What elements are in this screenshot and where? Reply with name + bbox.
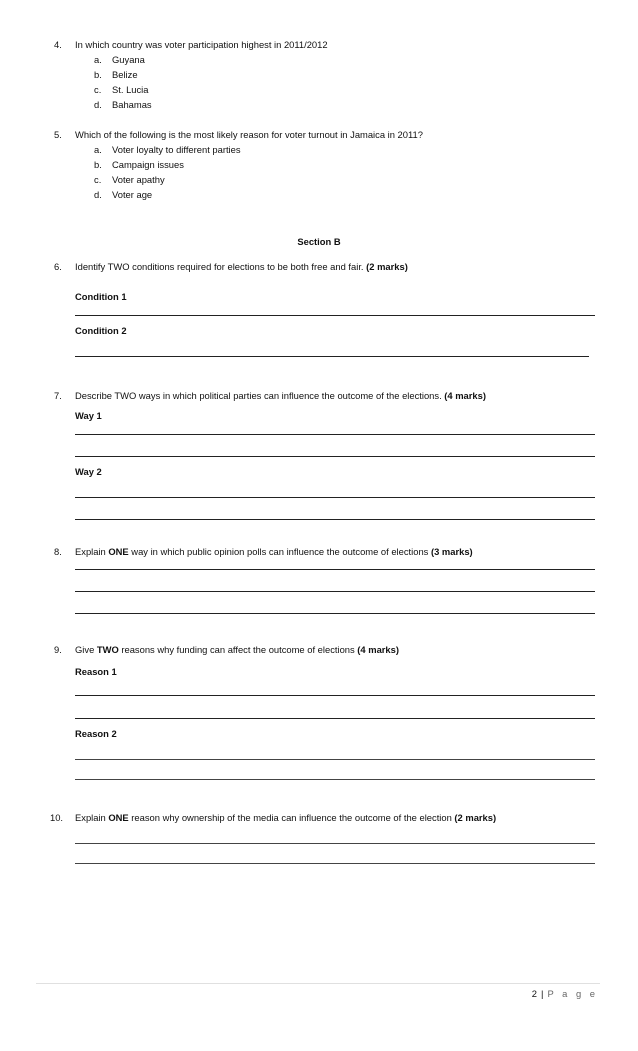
q5-option-d-letter: d. xyxy=(94,189,102,200)
footer-divider xyxy=(36,983,600,984)
section-b-heading: Section B xyxy=(297,236,341,247)
q7-prompt xyxy=(75,390,486,401)
q6-condition-1-label: Condition 1 xyxy=(75,291,127,302)
q4-option-a-letter: a. xyxy=(94,54,102,65)
q8-answer-line-1[interactable] xyxy=(75,569,595,570)
q6-number: 6. xyxy=(54,261,62,272)
q7-answer-line-2[interactable] xyxy=(75,456,595,457)
q9-emphasis: TWO xyxy=(96,644,119,655)
q4-number: 4. xyxy=(54,39,62,50)
q10-pre: Explain xyxy=(75,812,106,823)
q7-marks: (4 marks) xyxy=(444,390,486,401)
q10-text: reason why ownership of the media can influence the outcome of the election xyxy=(131,812,452,823)
q5-option-b-letter: b. xyxy=(94,159,102,170)
q7-way-1-label: Way 1 xyxy=(75,410,102,421)
q5-option-a-letter: a. xyxy=(94,144,102,155)
q8-marks: (3 marks) xyxy=(430,546,473,557)
q9-answer-line-1[interactable] xyxy=(75,695,595,696)
q9-reason-1-label: Reason 1 xyxy=(75,666,117,677)
q5-option-d: Voter age xyxy=(112,189,153,200)
q8-answer-line-2[interactable] xyxy=(75,591,595,592)
page-label: P a g e xyxy=(547,988,598,999)
q9-prompt xyxy=(75,644,399,655)
q8-pre: Explain xyxy=(75,546,106,557)
q5-text: Which of the following is the most likely reason for voter turnout in Jamaica in 2011? xyxy=(75,129,423,140)
q9-answer-line-2[interactable] xyxy=(75,718,595,719)
q6-text: Identify TWO conditions required for elections to be both free and fair. xyxy=(75,261,364,272)
q8-answer-line-3[interactable] xyxy=(75,613,595,614)
q4-option-c: St. Lucia xyxy=(112,84,149,95)
q4-option-b: Belize xyxy=(112,69,138,80)
q4-option-d-letter: d. xyxy=(94,99,102,110)
q6-answer-line-1[interactable] xyxy=(75,315,595,316)
q8-text: way in which public opinion polls can influence the outcome of elections xyxy=(131,546,429,557)
q5-option-a: Voter loyalty to different parties xyxy=(112,144,241,155)
q9-answer-line-3[interactable] xyxy=(75,759,595,760)
q9-reason-2-label: Reason 2 xyxy=(75,728,117,739)
q5-option-b: Campaign issues xyxy=(112,159,184,170)
q4-option-a: Guyana xyxy=(112,54,145,65)
q5-number: 5. xyxy=(54,129,62,140)
q9-number: 9. xyxy=(54,644,62,655)
q7-number: 7. xyxy=(54,390,62,401)
q9-answer-line-4[interactable] xyxy=(75,779,595,780)
q10-number: 10. xyxy=(50,812,64,823)
q9-pre: Give xyxy=(75,644,95,655)
q8-number: 8. xyxy=(54,546,62,557)
page-number: 2 xyxy=(531,988,538,999)
q7-answer-line-1[interactable] xyxy=(75,434,595,435)
q4-option-b-letter: b. xyxy=(94,69,102,80)
q7-text: Describe TWO ways in which political parties can influence the outcome of the elections. xyxy=(75,390,442,401)
q10-answer-line-1[interactable] xyxy=(75,843,595,844)
q4-option-c-letter: c. xyxy=(94,84,102,95)
q4-option-d: Bahamas xyxy=(112,99,152,110)
q4-text: In which country was voter participation highest in 2011/2012 xyxy=(75,39,328,50)
footer-separator: | xyxy=(541,988,544,999)
q10-marks: (2 marks) xyxy=(454,812,497,823)
q9-text: reasons why funding can affect the outcome of elections xyxy=(121,644,355,655)
q8-prompt xyxy=(75,546,473,557)
q10-emphasis: ONE xyxy=(108,812,129,823)
q6-answer-line-2[interactable] xyxy=(75,356,589,357)
q10-answer-line-2[interactable] xyxy=(75,863,595,864)
q5-option-c: Voter apathy xyxy=(112,174,165,185)
q5-option-c-letter: c. xyxy=(94,174,102,185)
q6-condition-2-label: Condition 2 xyxy=(75,325,127,336)
q10-prompt xyxy=(75,812,496,823)
q6-prompt xyxy=(75,261,408,272)
q6-marks: (2 marks) xyxy=(366,261,408,272)
page-footer xyxy=(532,988,598,999)
q9-marks: (4 marks) xyxy=(357,644,399,655)
q7-way-2-label: Way 2 xyxy=(75,466,102,477)
q7-answer-line-4[interactable] xyxy=(75,519,595,520)
q8-emphasis: ONE xyxy=(108,546,129,557)
q7-answer-line-3[interactable] xyxy=(75,497,595,498)
